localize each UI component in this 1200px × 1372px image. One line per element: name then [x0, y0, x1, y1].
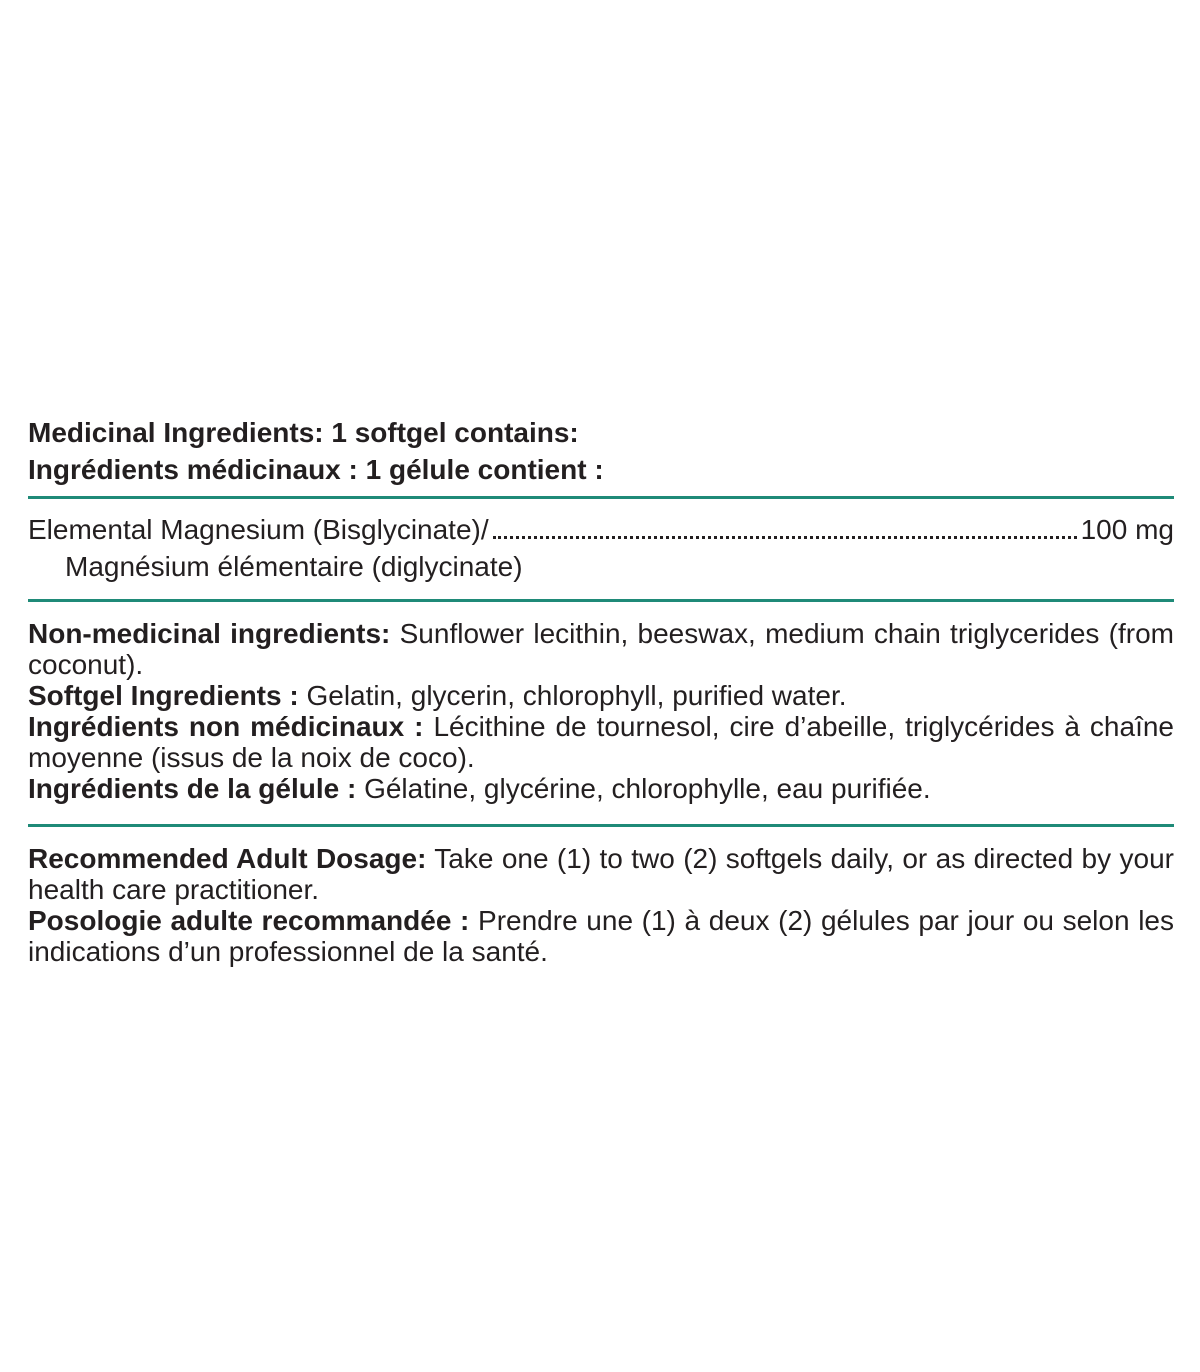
dosage-en — [28, 843, 1174, 905]
non-medicinal-fr-text: Lécithine de tournesol, cire d’abeille, triglycérides à chaîne moyenne (issus de la noix de coco). — [28, 711, 1175, 773]
dosage-fr-text: Prendre une (1) à deux (2) gélules par jour ou selon les indications d’un professionnel de la santé. — [28, 905, 1174, 967]
ingredient-amount: 100 mg — [1080, 514, 1174, 545]
softgel-fr-label: Ingrédients de la gélule : — [28, 773, 357, 804]
ingredient-row — [28, 511, 1174, 548]
softgel-en-text: Gelatin, glycerin, chlorophyll, purified water. — [298, 680, 847, 711]
non-medicinal-fr-label: Ingrédients non médicinaux : — [28, 711, 424, 742]
dosage-section — [28, 827, 1174, 967]
softgel-en-label: Softgel Ingredients : — [28, 680, 299, 711]
non-medicinal-section — [28, 602, 1174, 824]
ingredient-name-fr: Magnésium élémentaire (diglycinate) — [65, 551, 523, 582]
dosage-en-label: Recommended Adult Dosage: — [28, 843, 427, 874]
non-medicinal-fr — [28, 711, 1174, 773]
dosage-fr-label: Posologie adulte recommandée : — [28, 905, 470, 936]
supplement-facts-panel — [28, 414, 1174, 967]
dosage-fr — [28, 905, 1174, 967]
softgel-fr-text: Gélatine, glycérine, chlorophylle, eau purifiée. — [356, 773, 931, 804]
medicinal-heading-en: Medicinal Ingredients: 1 softgel contains: — [28, 417, 579, 448]
dosage-en-text: Take one (1) to two (2) softgels daily, or as directed by your health care practitioner. — [28, 843, 1174, 905]
dot-leader — [493, 536, 1077, 539]
medicinal-heading-fr: Ingrédients médicinaux : 1 gélule contient : — [28, 454, 604, 485]
non-medicinal-en-text: Sunflower lecithin, beeswax, medium chain triglycerides (from coconut). — [28, 618, 1174, 680]
ingredient-list — [28, 499, 1174, 599]
non-medicinal-en-label: Non-medicinal ingredients: — [28, 618, 391, 649]
ingredient-name-en: Elemental Magnesium (Bisglycinate)/ — [28, 514, 489, 545]
softgel-fr — [28, 773, 1174, 804]
softgel-en — [28, 680, 1174, 711]
non-medicinal-en — [28, 618, 1174, 680]
